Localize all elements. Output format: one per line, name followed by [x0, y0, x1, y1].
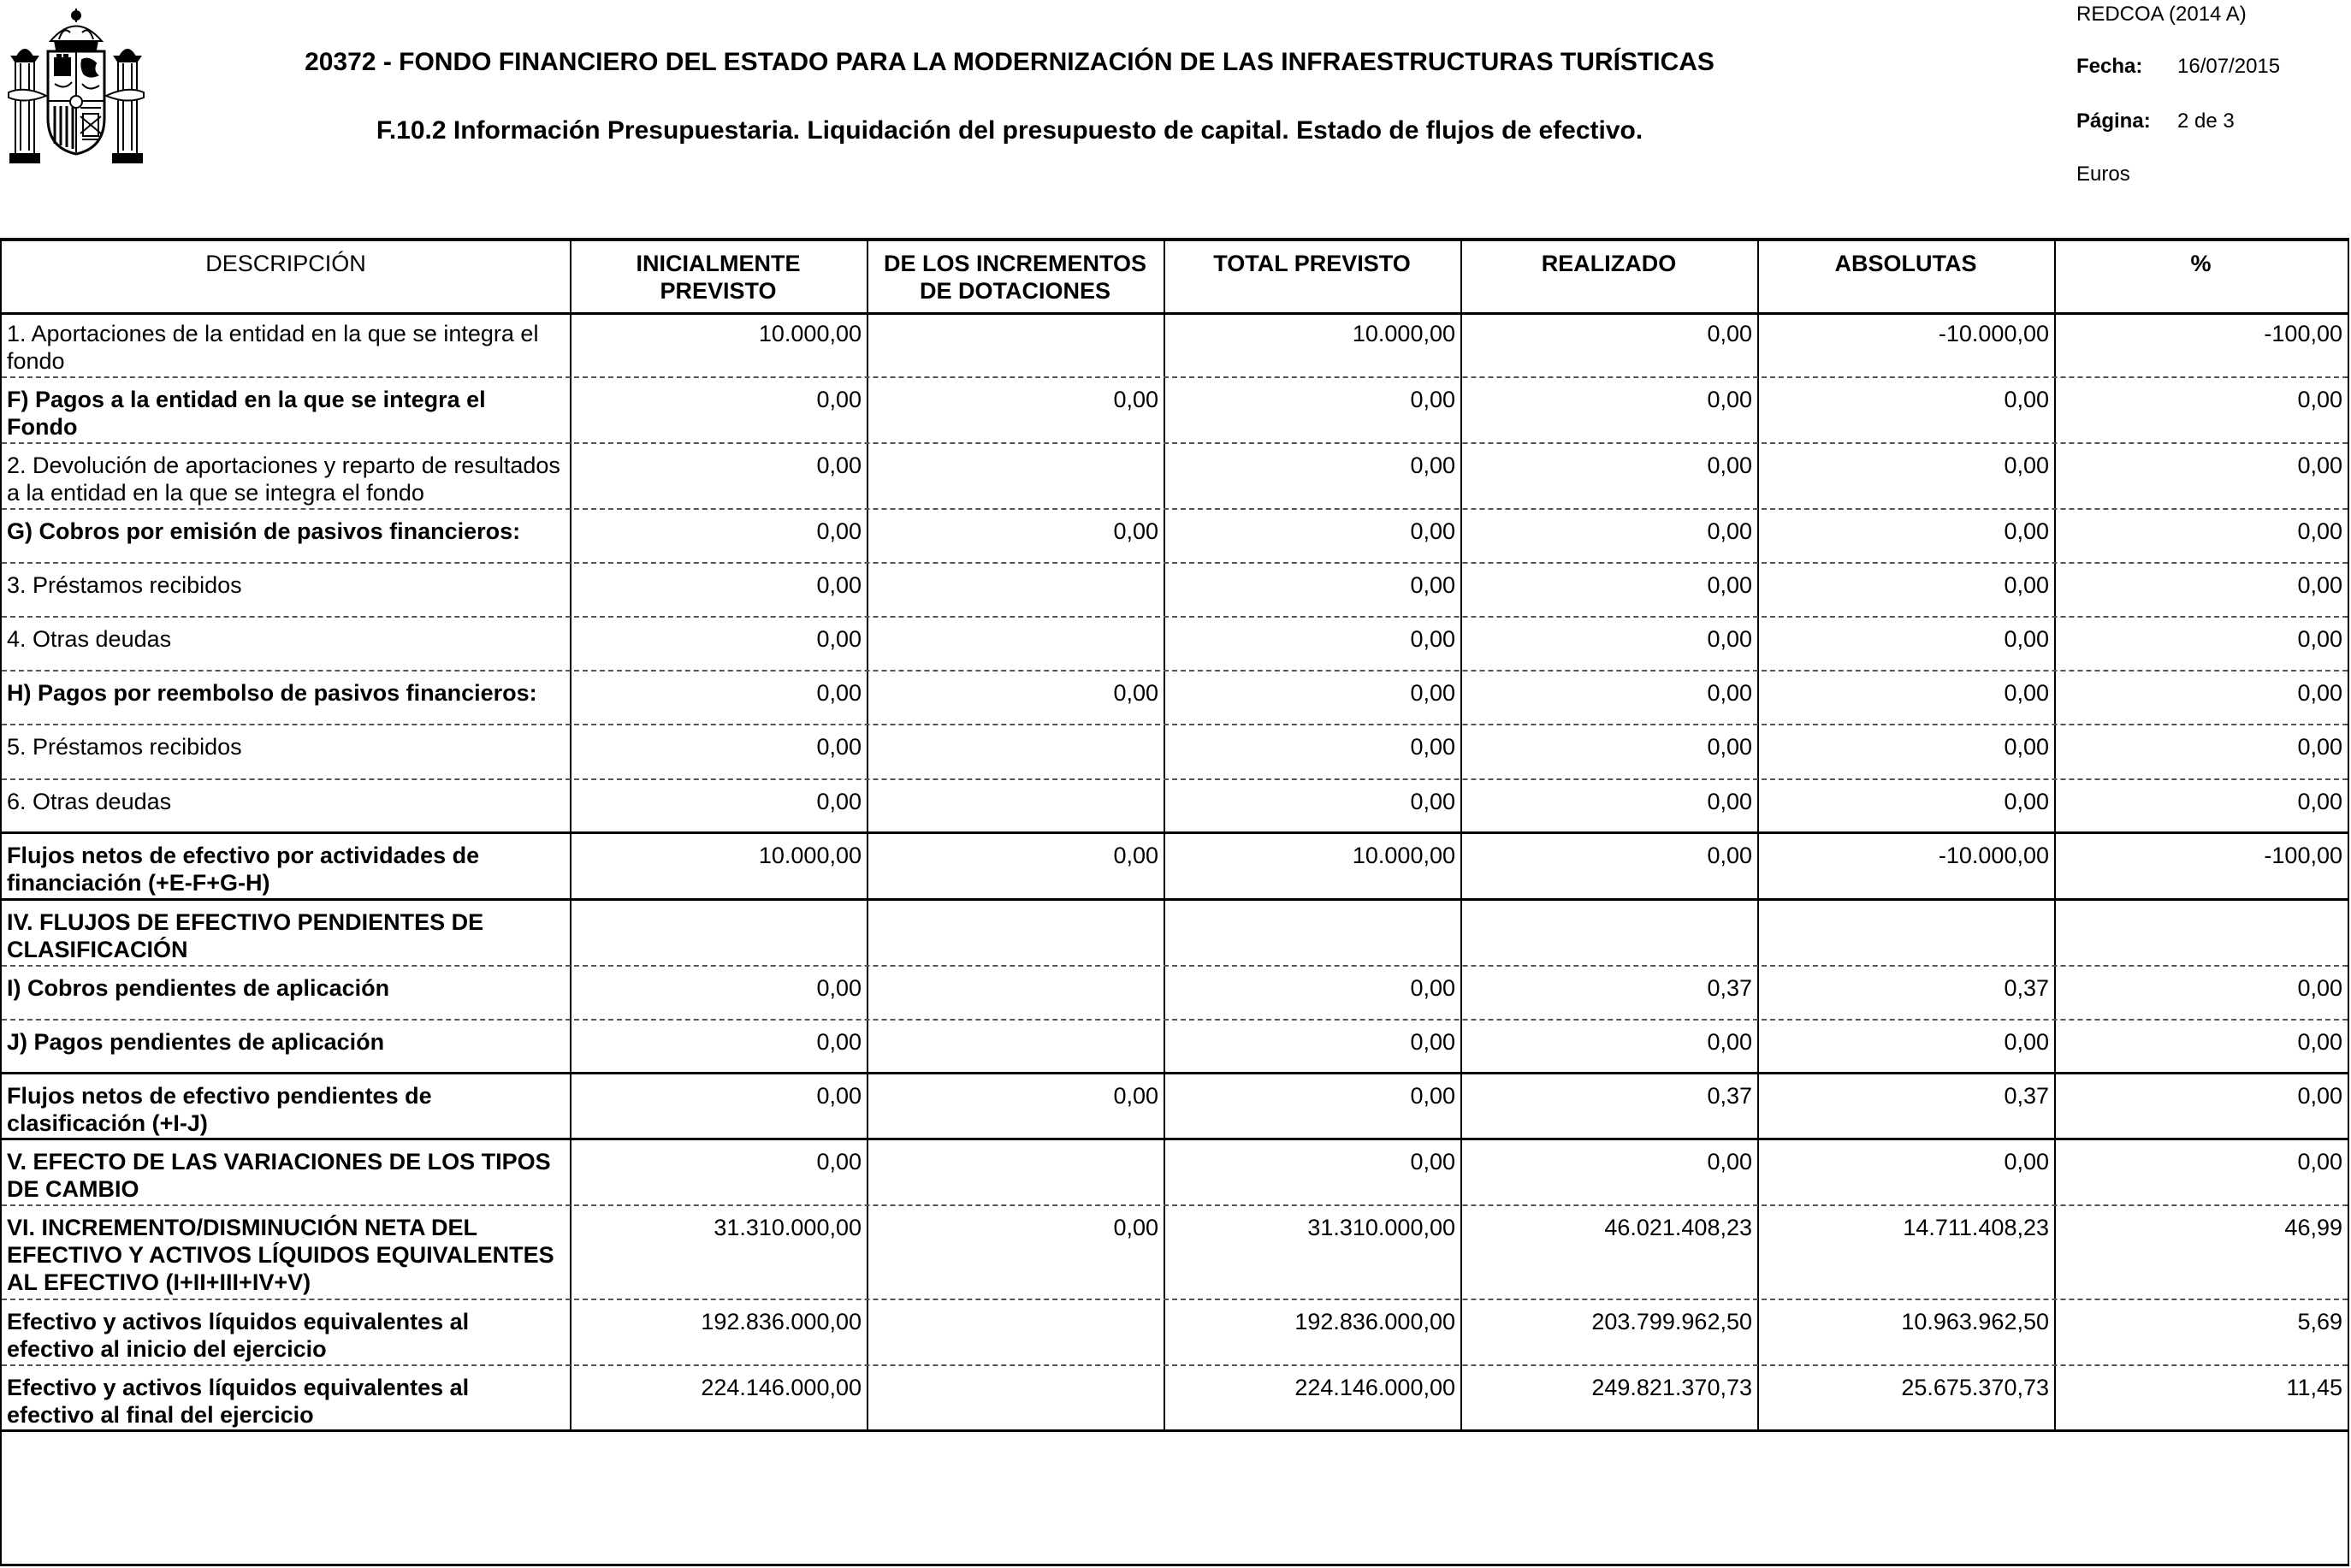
cell-realizado: 249.821.370,73: [1591, 1375, 1752, 1400]
page-number: 2 de 3: [2177, 109, 2235, 133]
table-row: [2, 444, 2348, 510]
cell-realizado: 0,37: [1707, 975, 1752, 1001]
cell-porcentaje: 5,69: [2297, 1309, 2342, 1334]
cell-total-previsto: 0,00: [1410, 626, 1455, 652]
date-label: Fecha:: [2076, 55, 2143, 78]
cell-inicialmente-previsto: 0,00: [816, 680, 862, 706]
page-header: [0, 0, 2351, 205]
cell-realizado: 0,00: [1707, 1149, 1752, 1175]
column-header-descripcion: DESCRIPCIÓN: [205, 251, 366, 276]
row-description: 2. Devolución de aportaciones y reparto de resultados a la entidad en la que se integra el fondo: [7, 453, 560, 506]
cell-porcentaje: 0,00: [2297, 975, 2342, 1001]
cell-total-previsto: 0,00: [1410, 1149, 1455, 1175]
cell-incrementos-dotaciones: 0,00: [1113, 387, 1158, 412]
cell-inicialmente-previsto: 224.146.000,00: [701, 1375, 862, 1400]
cell-inicialmente-previsto: 0,00: [816, 453, 862, 478]
cell-inicialmente-previsto: 0,00: [816, 626, 862, 652]
row-divider: [2, 1429, 2348, 1432]
table-row: [2, 564, 2348, 618]
column-header-total-previsto: TOTAL PREVISTO: [1213, 251, 1411, 276]
cell-absolutas: 0,00: [2004, 734, 2049, 760]
table-row: [2, 1366, 2348, 1432]
currency-label: Euros: [2076, 163, 2130, 186]
cell-inicialmente-previsto: 31.310.000,00: [714, 1215, 862, 1240]
cell-inicialmente-previsto: 0,00: [816, 387, 862, 412]
cell-porcentaje: 0,00: [2297, 1083, 2342, 1109]
cell-porcentaje: 0,00: [2297, 626, 2342, 652]
table-row: [2, 1021, 2348, 1074]
cell-absolutas: -10.000,00: [1938, 321, 2049, 346]
table-row: [2, 1074, 2348, 1140]
table-row: [2, 312, 2348, 378]
cell-total-previsto: 0,00: [1410, 387, 1455, 412]
report-subtitle: F.10.2 Información Presupuestaria. Liquidación del presupuesto de capital. Estado de flujos de efectivo.: [376, 116, 1643, 145]
cell-inicialmente-previsto: 0,00: [816, 1029, 862, 1055]
column-header-realizado: REALIZADO: [1541, 251, 1677, 276]
cell-porcentaje: 0,00: [2297, 518, 2342, 544]
row-description: I) Cobros pendientes de aplicación: [7, 975, 390, 1001]
cell-total-previsto: 0,00: [1410, 572, 1455, 598]
cell-realizado: 0,00: [1707, 789, 1752, 814]
cell-realizado: 0,37: [1707, 1083, 1752, 1109]
cell-total-previsto: 0,00: [1410, 1029, 1455, 1055]
cell-inicialmente-previsto: 10.000,00: [758, 843, 862, 868]
cell-total-previsto: 0,00: [1410, 975, 1455, 1001]
cell-porcentaje: 11,45: [2286, 1375, 2342, 1400]
table-row: [2, 967, 2348, 1021]
cell-realizado: 0,00: [1707, 387, 1752, 412]
cell-porcentaje: 0,00: [2297, 387, 2342, 412]
row-description: J) Pagos pendientes de aplicación: [7, 1029, 385, 1055]
cell-realizado: 0,00: [1707, 572, 1752, 598]
cell-total-previsto: 0,00: [1410, 518, 1455, 544]
cell-total-previsto: 31.310.000,00: [1307, 1215, 1455, 1240]
cell-inicialmente-previsto: 10.000,00: [758, 321, 862, 346]
table-row: [2, 1206, 2348, 1300]
cell-porcentaje: 0,00: [2297, 680, 2342, 706]
cell-inicialmente-previsto: 0,00: [816, 734, 862, 760]
cell-porcentaje: -100,00: [2264, 321, 2342, 346]
cell-inicialmente-previsto: 0,00: [816, 1149, 862, 1175]
table-row: [2, 510, 2348, 564]
row-description: 6. Otras deudas: [7, 789, 172, 814]
cell-total-previsto: 0,00: [1410, 789, 1455, 814]
row-description: 1. Aportaciones de la entidad en la que se integra el fondo: [7, 321, 539, 374]
cell-absolutas: 0,37: [2004, 1083, 2049, 1109]
report-title: 20372 - FONDO FINANCIERO DEL ESTADO PARA LA MODERNIZACIÓN DE LAS INFRAESTRUCTURAS TURÍSTICAS: [305, 48, 1714, 76]
cell-absolutas: 0,00: [2004, 1029, 2049, 1055]
cell-incrementos-dotaciones: 0,00: [1113, 843, 1158, 868]
cell-total-previsto: 0,00: [1410, 1083, 1455, 1109]
cell-total-previsto: 0,00: [1410, 734, 1455, 760]
cell-incrementos-dotaciones: 0,00: [1113, 1215, 1158, 1240]
cell-absolutas: 0,00: [2004, 387, 2049, 412]
budget-table: [0, 238, 2349, 1566]
page-label: Página:: [2076, 109, 2151, 133]
cell-porcentaje: 46,99: [2284, 1215, 2342, 1240]
table-row: [2, 672, 2348, 725]
row-description: 5. Préstamos recibidos: [7, 734, 242, 760]
date-value: 16/07/2015: [2177, 55, 2281, 78]
cell-absolutas: 0,00: [2004, 626, 2049, 652]
cell-inicialmente-previsto: 0,00: [816, 789, 862, 814]
row-description: 3. Préstamos recibidos: [7, 572, 242, 598]
cell-realizado: 0,00: [1707, 680, 1752, 706]
cell-absolutas: 10.963.962,50: [1901, 1309, 2049, 1334]
cell-absolutas: 25.675.370,73: [1901, 1375, 2049, 1400]
cell-porcentaje: 0,00: [2297, 1029, 2342, 1055]
cell-incrementos-dotaciones: 0,00: [1113, 518, 1158, 544]
cell-absolutas: 0,00: [2004, 518, 2049, 544]
cell-realizado: 0,00: [1707, 453, 1752, 478]
table-row: [2, 834, 2348, 901]
cell-total-previsto: 224.146.000,00: [1294, 1375, 1455, 1400]
cell-absolutas: 14.711.408,23: [1903, 1215, 2049, 1240]
cell-absolutas: 0,00: [2004, 789, 2049, 814]
column-header-absolutas: ABSOLUTAS: [1834, 251, 1977, 276]
cell-absolutas: 0,37: [2004, 975, 2049, 1001]
cell-realizado: 0,00: [1707, 518, 1752, 544]
cell-porcentaje: 0,00: [2297, 734, 2342, 760]
cell-inicialmente-previsto: 0,00: [816, 1083, 862, 1109]
cell-realizado: 0,00: [1707, 734, 1752, 760]
cell-realizado: 0,00: [1707, 626, 1752, 652]
row-description: Efectivo y activos líquidos equivalentes al efectivo al final del ejercicio: [7, 1375, 470, 1428]
cell-porcentaje: 0,00: [2297, 1149, 2342, 1175]
table-row: [2, 780, 2348, 834]
cell-total-previsto: 192.836.000,00: [1294, 1309, 1455, 1334]
cell-absolutas: 0,00: [2004, 572, 2049, 598]
cell-absolutas: 0,00: [2004, 1149, 2049, 1175]
table-row: [2, 618, 2348, 672]
cell-absolutas: 0,00: [2004, 453, 2049, 478]
cell-absolutas: -10.000,00: [1938, 843, 2049, 868]
row-description: VI. INCREMENTO/DISMINUCIÓN NETA DEL EFECTIVO Y ACTIVOS LÍQUIDOS EQUIVALENTES AL EFECTIVO (I+II+III+IV+V): [7, 1215, 554, 1295]
cell-porcentaje: 0,00: [2297, 453, 2342, 478]
column-header-inicialmente-previsto: INICIALMENTE PREVISTO: [636, 251, 801, 304]
cell-porcentaje: 0,00: [2297, 572, 2342, 598]
row-description: Flujos netos de efectivo pendientes de clasificación (+I-J): [7, 1083, 432, 1136]
cell-total-previsto: 10.000,00: [1352, 321, 1455, 346]
cell-incrementos-dotaciones: 0,00: [1113, 680, 1158, 706]
cell-inicialmente-previsto: 0,00: [816, 975, 862, 1001]
cell-realizado: 0,00: [1707, 321, 1752, 346]
table-row: [2, 378, 2348, 444]
column-header-incrementos-dotaciones: DE LOS INCREMENTOS DE DOTACIONES: [883, 251, 1147, 304]
cell-total-previsto: 0,00: [1410, 453, 1455, 478]
cell-porcentaje: 0,00: [2297, 789, 2342, 814]
column-header-porcentaje: %: [2190, 251, 2212, 276]
row-description: G) Cobros por emisión de pasivos financieros:: [7, 518, 521, 544]
cell-absolutas: 0,00: [2004, 680, 2049, 706]
table-row: [2, 1140, 2348, 1206]
cell-incrementos-dotaciones: 0,00: [1113, 1083, 1158, 1109]
cell-realizado: 0,00: [1707, 843, 1752, 868]
row-description: Efectivo y activos líquidos equivalentes al efectivo al inicio del ejercicio: [7, 1309, 470, 1362]
cell-realizado: 0,00: [1707, 1029, 1752, 1055]
cell-realizado: 203.799.962,50: [1591, 1309, 1752, 1334]
cell-inicialmente-previsto: 192.836.000,00: [701, 1309, 862, 1334]
row-description: F) Pagos a la entidad en la que se integra el Fondo: [7, 387, 486, 440]
cell-inicialmente-previsto: 0,00: [816, 518, 862, 544]
row-description: IV. FLUJOS DE EFECTIVO PENDIENTES DE CLASIFICACIÓN: [7, 909, 484, 962]
cell-total-previsto: 0,00: [1410, 680, 1455, 706]
row-description: H) Pagos por reembolso de pasivos financieros:: [7, 680, 537, 706]
table-row: [2, 1300, 2348, 1366]
cell-realizado: 46.021.408,23: [1604, 1215, 1752, 1240]
row-description: 4. Otras deudas: [7, 626, 172, 652]
table-row: [2, 901, 2348, 967]
report-code: REDCOA (2014 A): [2076, 3, 2247, 26]
cell-inicialmente-previsto: 0,00: [816, 572, 862, 598]
row-description: V. EFECTO DE LAS VARIACIONES DE LOS TIPOS DE CAMBIO: [7, 1149, 551, 1202]
cell-total-previsto: 10.000,00: [1352, 843, 1455, 868]
coat-of-arms-icon: [3, 7, 149, 169]
cell-porcentaje: -100,00: [2264, 843, 2342, 868]
table-row: [2, 725, 2348, 780]
row-description: Flujos netos de efectivo por actividades de financiación (+E-F+G-H): [7, 843, 480, 896]
